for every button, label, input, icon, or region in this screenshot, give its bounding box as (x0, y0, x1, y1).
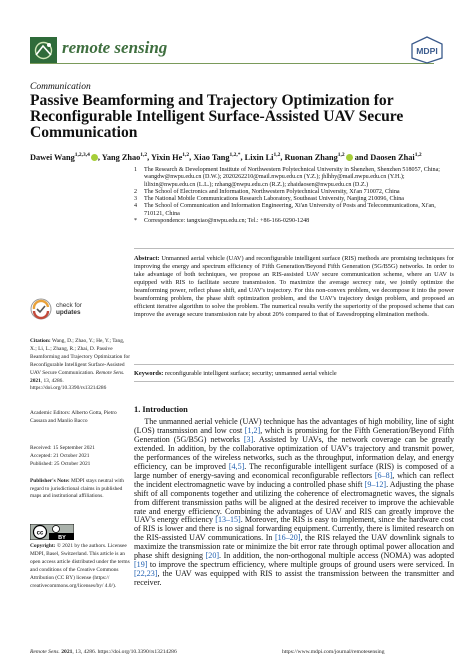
footer-citation (30, 649, 177, 655)
citation-link[interactable]: [3] (243, 434, 254, 444)
author-separator: , (240, 152, 245, 162)
author-separator: , (97, 152, 102, 162)
affiliation-text: The School of Electronics and Information, Northwestern Polytechnical University, Xi'an 710072, China (144, 188, 400, 195)
citation-link[interactable]: [6–8] (374, 470, 393, 480)
abstract-top-rule (134, 248, 454, 249)
header-rule (30, 63, 434, 64)
citation-link[interactable]: [9–12] (364, 479, 387, 489)
intro-text: . The reconfigurable intelligent surface (RIS) is composed of a large number of energy-saving and economical reconfigurable reflectors (134, 461, 455, 480)
author-affiliation-sup: 1,2,* (229, 152, 241, 158)
copyright-label: Copyright: (30, 543, 56, 549)
affiliation-text: The Research & Development Institute of Northwestern Polytechnical University in Shenzhen, Shenzhen 518057, China; wangdw@nwpu.edu.cn (D.W.); 2020262210@mail.nwpu.edu.cn (Y.Z.); jhlhhy@mail.nwpu.edu.cn (Y.H.); lilixin@nwpu.edu.cn (L.L.); rzhang@nwpu.edu.cn (R.Z.); zhaidaosen@nwpu.edu.cn (D.Z.) (144, 167, 440, 188)
footer-year: 2021 (61, 649, 73, 655)
keywords (134, 370, 454, 378)
citation-link[interactable]: [13–15] (215, 515, 241, 525)
intro-text: to improve the spectrum efficiency, where multiple groups of ground users were serviced. In (147, 560, 454, 570)
author-affiliation-sup: 1,2 (140, 152, 148, 158)
introduction-body (134, 418, 454, 588)
article-title: Passive Beamforming and Trajectory Optimization for Reconfigurable Intelligent Surface-Assisted UAV Secure Communication (30, 92, 404, 141)
accepted-date: Accepted: 21 October 2021 (30, 452, 90, 459)
publisher-note (30, 478, 130, 501)
cc-by-text: BY (58, 535, 66, 540)
check-for-updates-text (56, 302, 82, 316)
intro-text: . Assisted by UAVs, the network coverage can be greatly extended. In addition, by the collaborative optimization of UAV's trajectory and transmit power, the performances of the wireless networks, such as the throughput, information delay, and energy efficiency, can be improved (134, 434, 454, 471)
citation-label: Citation: (30, 338, 51, 344)
author-name: Lixin Li (244, 152, 274, 162)
journal-name: remote sensing (62, 38, 168, 57)
author-affiliation-sup: 1,2 (182, 152, 190, 158)
author-affiliation-sup: 1,2 (414, 152, 422, 158)
author-name: Yang Zhao (101, 152, 141, 162)
citation-journal: Remote Sens. (95, 369, 125, 376)
keywords-text: reconfigurable intelligent surface; security; unmanned aerial vehicle (164, 370, 337, 377)
author-name: Ruonan Zhang (284, 152, 338, 162)
intro-text: , the UAV was equipped with RIS to assist the transmission between the transmitter and receiver. (134, 569, 454, 588)
copyright-text: © 2021 by the authors. Licensee MDPI, Basel, Switzerland. This article is an open access article distributed under the terms and conditions of the Creative Commons Attribution (CC BY) license (https:// creativecommons.org/licenses/by/ 4.0/). (30, 543, 130, 589)
footer-journal-url[interactable]: https://www.mdpi.com/journal/remotesensing (282, 649, 385, 655)
intro-text: The unmanned aerial vehicle (UAV) technique has the advantages of high mobility, line of sight (LOS) transmission and low cost (134, 417, 454, 435)
author-name: Xiao Tang (193, 152, 230, 162)
intro-text: , which can reflect the incident electromagnetic wave by inducing a controlled phase shift (134, 470, 454, 489)
cc-logo-text: cc (36, 530, 44, 537)
copyright (30, 543, 130, 590)
check-for-updates-badge[interactable] (30, 296, 130, 324)
affiliation-item (134, 189, 454, 196)
citation-text: Wang, D.; Zhao, Y.; He, Y.; Tang, X.; Li, L.; Zhang, R.; Zhai, D. Passive Beamforming and Trajectory Optimization for Reconfigurable Intelligent Surface-Assisted UAV Secure Communication. (30, 338, 131, 376)
affiliation-number: 3 (134, 196, 138, 203)
publisher-note-label: Publisher's Note: (30, 478, 70, 484)
footer-doi[interactable]: , 13, 4286. https://doi.org/10.3390/rs13214286 (72, 649, 177, 655)
citation-link[interactable]: [19] (134, 560, 148, 570)
intro-text: , which is promising for the Fifth Generation/Beyond Fifth Generation (5G/B5G) networks (134, 425, 454, 444)
author-name: Daosen Zhai (370, 152, 415, 162)
affiliation-text: Correspondence: tangxiao@nwpu.edu.cn; Tel.: +86-166-0290-1248 (144, 218, 310, 225)
abstract-label: Abstract: (134, 255, 160, 262)
published-date: Published: 25 October 2021 (30, 460, 91, 467)
keywords-top-rule (134, 364, 454, 365)
citation-rest[interactable]: , 13, 4286. https://doi.org/10.3390/rs13214286 (30, 377, 107, 392)
intro-text: . In addition, the non-orthogonal multiple access (NOMA) was adopted (219, 551, 454, 561)
author-name: Yixin He (151, 152, 183, 162)
affiliation-item (134, 167, 454, 189)
author-separator: , (280, 152, 285, 162)
author-separator: , (189, 152, 194, 162)
section-heading-introduction: 1. Introduction (134, 405, 188, 414)
orcid-icon[interactable] (346, 154, 353, 161)
citation (30, 338, 130, 393)
author-name: Dawei Wang (30, 152, 75, 162)
affiliation-number: 1 (134, 167, 138, 173)
intro-text: , the RIS relayed the UAV downlink signals to maximize the transmission rate or minimize the bit error rate through optimal power allocation and phase shift designing (134, 533, 455, 561)
check-for-updates-icon (30, 298, 52, 320)
affiliation-number: 4 (134, 203, 138, 210)
author-affiliation-sup: 1,2 (337, 152, 345, 158)
check-updates-line2: updates (56, 309, 81, 316)
keywords-label: Keywords: (134, 370, 164, 377)
article-type: Communication (30, 82, 91, 92)
check-updates-line1: check for (56, 302, 82, 309)
mdpi-logo-text: MDPI (416, 46, 438, 56)
affiliation-number: 2 (134, 188, 138, 195)
mdpi-logo-icon (410, 36, 444, 64)
affiliation-item (134, 218, 454, 225)
affiliation-text: The National Mobile Communications Research Laboratory, Southeast University, Nanjing 210096, China (144, 196, 405, 203)
publication-dates (30, 445, 130, 469)
affiliation-item (134, 203, 454, 218)
affiliation-number: * (134, 218, 138, 225)
citation-link[interactable]: [1,2] (244, 425, 261, 435)
citation-link[interactable]: [22,23] (134, 569, 158, 579)
affiliation-text: The School of Communication and Information Engineering, Xi'an University of Posts and Telecommunications, Xi'an, 710121, China (144, 203, 436, 217)
author-separator: and (352, 152, 371, 162)
abstract (134, 255, 454, 319)
intro-text: . Moreover, the RIS is easy to implement, since the hardware cost of RIS is lower and there is no signal forwarding equipment. Currently, there is limited research on the RIS-assisted UAV communications. In (134, 515, 455, 543)
journal-logo-icon (30, 37, 57, 64)
author-affiliation-sup: 1,2 (273, 152, 281, 158)
keywords-bottom-rule (134, 381, 454, 382)
citation-link[interactable]: [20] (205, 551, 220, 561)
footer-journal: Remote Sens. (30, 649, 60, 655)
author-separator: , (147, 152, 151, 162)
citation-year: 2021 (30, 377, 41, 384)
author-affiliation-sup: 1,2,3,4 (74, 152, 90, 158)
author-list (30, 150, 460, 163)
orcid-icon[interactable] (91, 154, 98, 161)
cc-by-license-icon[interactable] (30, 524, 74, 540)
publisher-note-text: MDPI stays neutral with regard to jurisdictional claims in published maps and institutional affiliations. (30, 478, 124, 500)
academic-editors: Academic Editors: Alberto Gotta, Pietro Cassara and Manlio Bacco (30, 410, 117, 424)
intro-text: . Adjusting the phase shift of all components together and utilizing the coherence of electromagnetic waves, the signals from different transmission paths will be aligned at the desired receiver to improve the achievable rate and energy efficiency. Combining the advantages of UAV and RIS can greatly improve the UAV's energy efficiency (134, 479, 455, 525)
abstract-text: Unmanned aerial vehicle (UAV) and reconfigurable intelligent surface (RIS) methods are promising techniques for improving the energy and spectrum efficiency of Fifth Generation/Beyond Fifth Generation (5G/B5G) networks. In order to take advantage of both techniques, we propose an RIS-assisted UAV secure communication scheme, where an UAV is equipped with RIS to facilitate secure transmission. To maximize the average secrecy rate, we jointly optimize the beamforming power, reflect phase shift, and UAV's trajectory. For this non-convex problem, we decompose it into the power beamforming problem, the phase shift optimization problem, and the UAV's trajectory design problem, and proposed an efficient iterative algorithm to solve the problem. The numerical results verify the superiority of the proposed scheme that can improve the average secure transmission rate by about 20% compared to that of Eavesdropping elimination methods. (134, 255, 454, 319)
affiliations (134, 167, 454, 225)
received-date: Received: 15 September 2021 (30, 445, 95, 451)
citation-link[interactable]: [4,5] (228, 461, 245, 471)
citation-link[interactable]: [16–20] (274, 533, 301, 543)
